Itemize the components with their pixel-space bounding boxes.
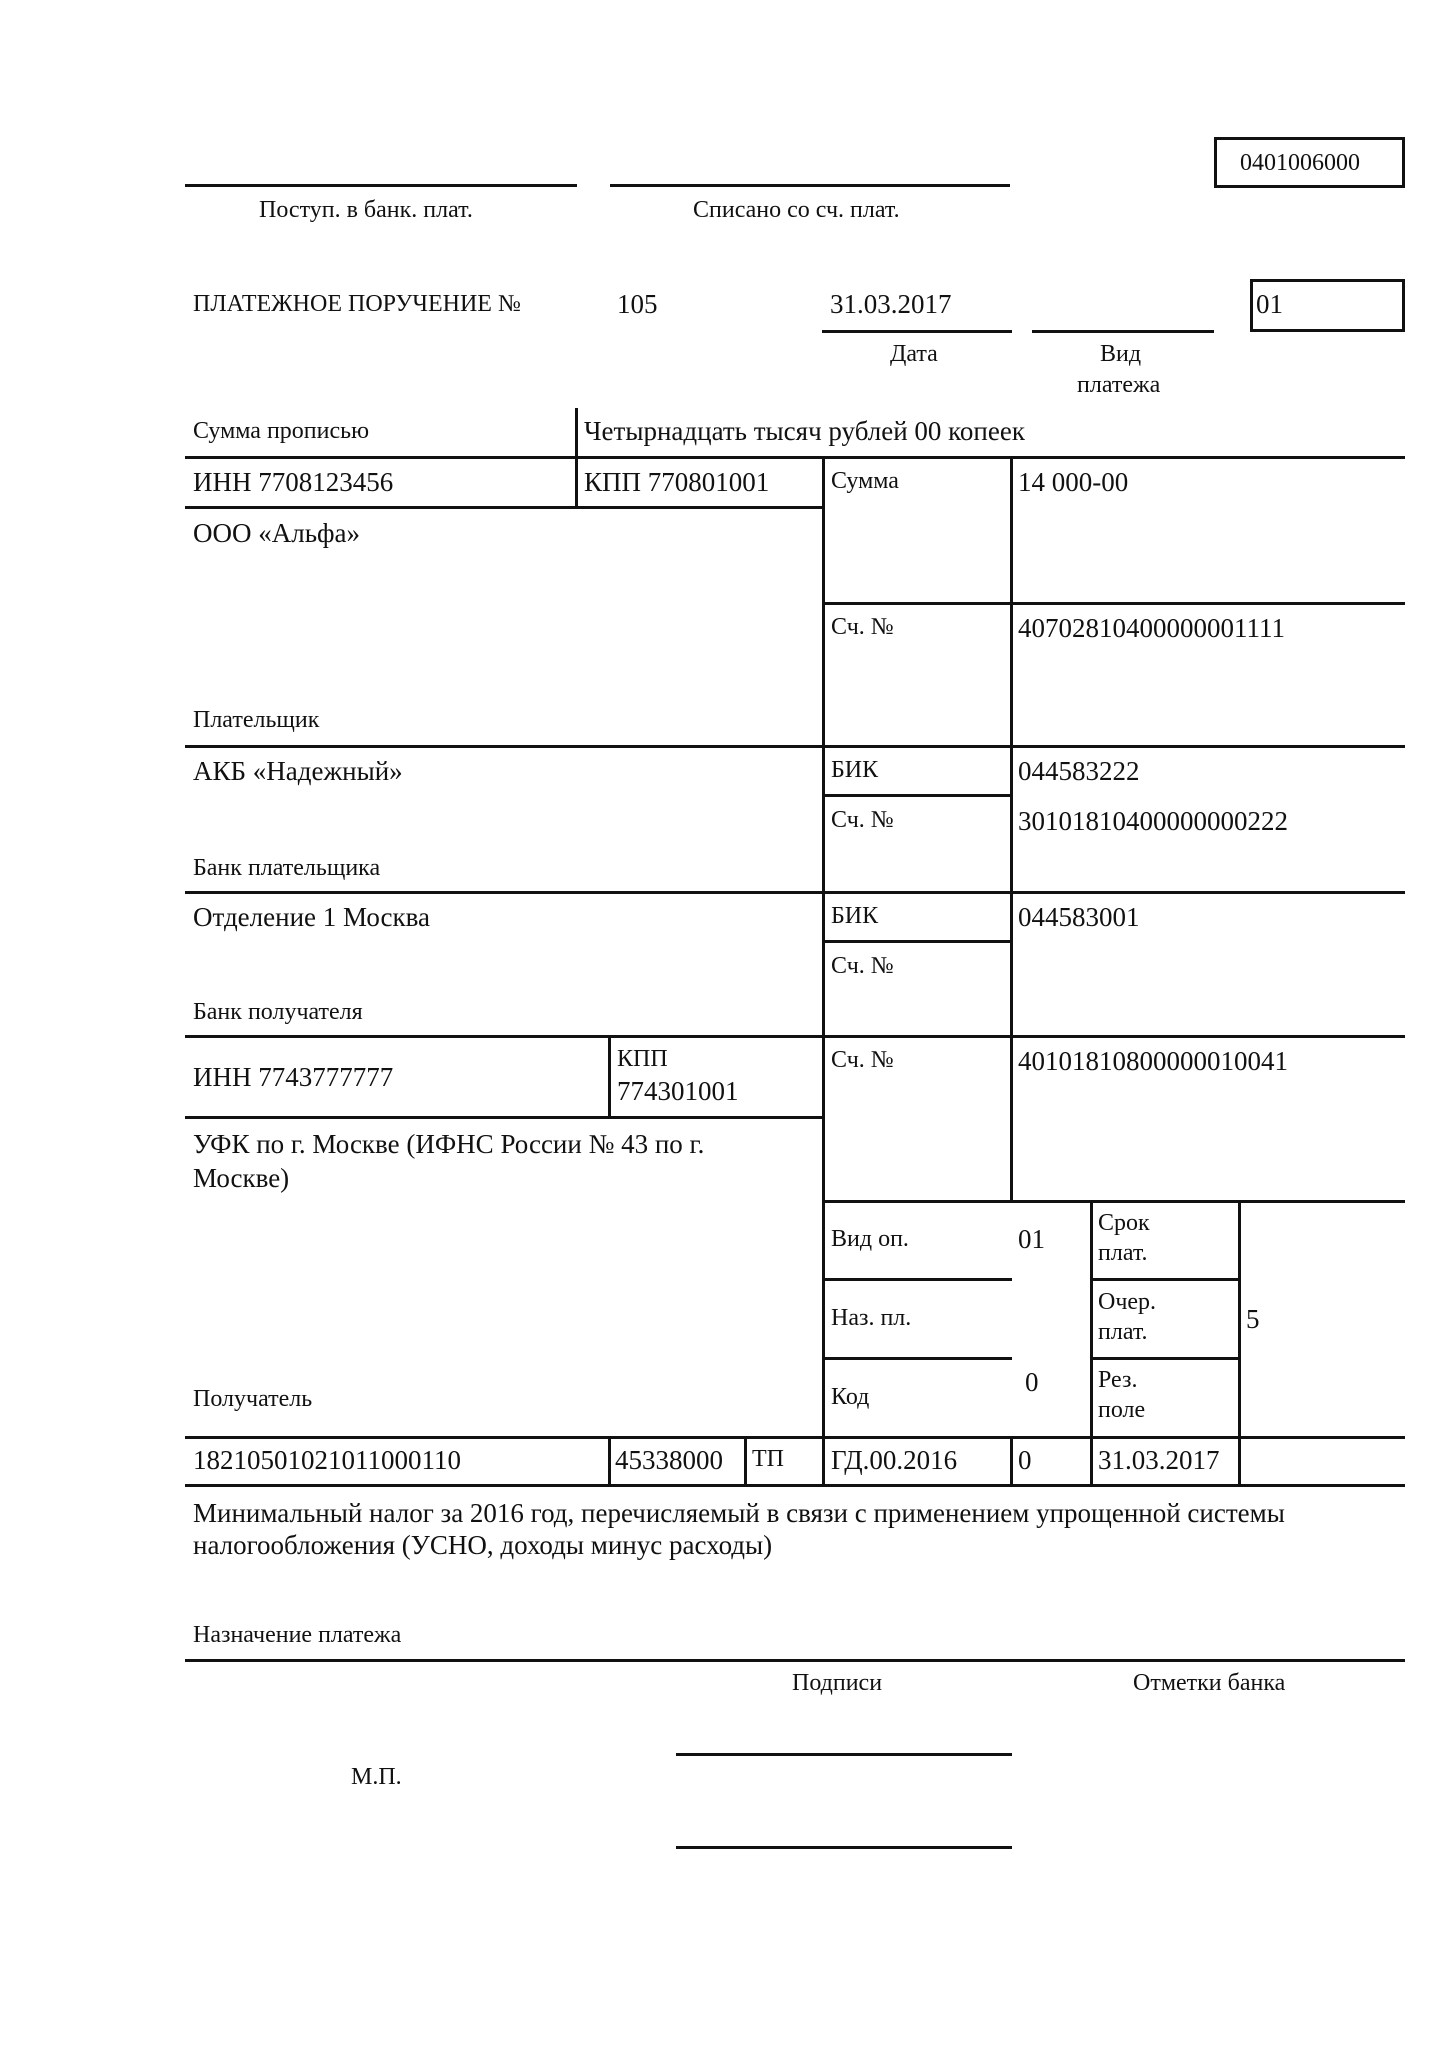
main-divider-right xyxy=(1010,458,1013,1200)
payment-type-label-1: Вид xyxy=(1100,341,1142,367)
document-title: ПЛАТЕЖНОЕ ПОРУЧЕНИЕ № xyxy=(193,291,521,317)
payer-bank-account: 30101810400000000222 xyxy=(1018,806,1288,836)
details-divider-b xyxy=(1238,1200,1241,1484)
priority-label-2: плат. xyxy=(1098,1319,1148,1345)
priority-label-1: Очер. xyxy=(1098,1289,1157,1315)
doc-number: 0 xyxy=(1018,1445,1032,1475)
payer-inn: ИНН 7708123456 xyxy=(193,467,394,497)
payer-bank-bik-label: БИК xyxy=(831,757,879,783)
payer-bank-bik: 044583222 xyxy=(1018,756,1140,786)
code-label: Код xyxy=(831,1384,870,1410)
payer-inn-line xyxy=(185,506,822,509)
deadline-label-1: Срок xyxy=(1098,1210,1150,1236)
reserve-label-2: поле xyxy=(1098,1397,1146,1423)
recipient-bank-bik: 044583001 xyxy=(1018,902,1140,932)
payment-type-line xyxy=(1032,330,1214,333)
payer-bank-bik-line xyxy=(822,794,1012,797)
oktmo: 45338000 xyxy=(615,1445,723,1475)
payer-account-label: Сч. № xyxy=(831,614,894,640)
main-divider-left xyxy=(822,458,825,1484)
payer-bank-name: АКБ «Надежный» xyxy=(193,756,403,786)
payer-bank-bottom-line xyxy=(185,891,1405,894)
sum-label: Сумма xyxy=(831,468,899,494)
recipient-kpp: 774301001 xyxy=(617,1076,739,1106)
purpose-bottom-line xyxy=(185,1659,1405,1662)
recipient-bank-bik-label: БИК xyxy=(831,903,879,929)
tax-divider-2 xyxy=(744,1436,747,1484)
op-type-label: Вид оп. xyxy=(831,1226,909,1252)
doc-date: 31.03.2017 xyxy=(1098,1445,1220,1475)
payer-account: 40702810400000001111 xyxy=(1018,613,1285,643)
sum-value: 14 000-00 xyxy=(1018,467,1129,497)
recipient-bank-account-label: Сч. № xyxy=(831,953,894,979)
recipient-inn-line xyxy=(185,1116,822,1119)
recipient-bank-name: Отделение 1 Москва xyxy=(193,902,430,932)
date-label: Дата xyxy=(890,341,938,367)
document-date: 31.03.2017 xyxy=(830,289,952,319)
kbk: 18210501021011000110 xyxy=(193,1445,461,1475)
written-off-line xyxy=(610,184,1010,187)
tax-divider-right xyxy=(1010,1436,1013,1484)
payer-bank-label: Банк плательщика xyxy=(193,855,381,881)
tax-period: ГД.00.2016 xyxy=(831,1445,958,1475)
payer-kpp-divider xyxy=(575,458,578,508)
recipient-bank-label: Банк получателя xyxy=(193,999,363,1025)
details-line-2b xyxy=(1090,1357,1240,1360)
payer-bottom-line xyxy=(185,745,1405,748)
payer-bank-account-label: Сч. № xyxy=(831,807,894,833)
recipient-account-label: Сч. № xyxy=(831,1047,894,1073)
tax-row-top-line xyxy=(185,1436,1405,1439)
recipient-bank-bottom-line xyxy=(185,1035,1405,1038)
tax-row-bottom-line xyxy=(185,1484,1405,1487)
signatures-label: Подписи xyxy=(792,1670,883,1696)
received-line xyxy=(185,184,577,187)
details-line-1b xyxy=(1090,1278,1240,1281)
written-off-label: Списано со сч. плат. xyxy=(693,197,900,223)
recipient-label: Получатель xyxy=(193,1386,313,1412)
bank-marks-label: Отметки банка xyxy=(1133,1670,1286,1696)
purpose-text: Минимальный налог за 2016 год, перечисляемый в связи с применением упрощенной системы налогообложения (УСНО, доходы минус расходы) xyxy=(193,1498,1285,1561)
priority: 5 xyxy=(1246,1304,1260,1334)
tax-divider-1 xyxy=(608,1436,611,1484)
details-divider-a xyxy=(1090,1200,1093,1484)
payment-type-label-2: платежа xyxy=(1077,372,1161,398)
recipient-name: УФК по г. Москве (ИФНС России № 43 по г. Москве) xyxy=(193,1129,705,1193)
reserve-label-1: Рез. xyxy=(1098,1367,1138,1393)
payer-label: Плательщик xyxy=(193,707,320,733)
recipient-kpp-label: КПП xyxy=(617,1046,668,1072)
sum-line xyxy=(822,602,1405,605)
payer-name: ООО «Альфа» xyxy=(193,518,361,548)
form-code: 0401006000 xyxy=(1240,150,1360,176)
stamp-label: М.П. xyxy=(351,1764,402,1790)
status-code: 01 xyxy=(1256,289,1283,319)
details-top-line xyxy=(822,1200,1405,1203)
payer-kpp: КПП 770801001 xyxy=(584,467,770,497)
details-line-2 xyxy=(822,1357,1012,1360)
amount-words-value: Четырнадцать тысяч рублей 00 копеек xyxy=(584,416,1025,446)
amount-words-label: Сумма прописью xyxy=(193,418,370,444)
purpose-label: Назначение платежа xyxy=(193,1622,402,1648)
row-line-1 xyxy=(185,456,1405,459)
purpose-code-label: Наз. пл. xyxy=(831,1305,912,1331)
document-number: 105 xyxy=(617,289,658,319)
received-label: Поступ. в банк. плат. xyxy=(259,197,473,223)
recipient-account: 40101810800000010041 xyxy=(1018,1046,1288,1076)
recipient-inn: ИНН 7743777777 xyxy=(193,1062,394,1092)
signature-line-2 xyxy=(676,1846,1012,1849)
payment-basis: ТП xyxy=(752,1446,784,1472)
recipient-kpp-divider xyxy=(608,1037,611,1117)
op-type: 01 xyxy=(1018,1224,1045,1254)
details-line-1 xyxy=(822,1278,1012,1281)
deadline-label-2: плат. xyxy=(1098,1240,1148,1266)
signature-line-1 xyxy=(676,1753,1012,1756)
date-line xyxy=(822,330,1012,333)
recipient-bank-bik-line xyxy=(822,940,1012,943)
code-value: 0 xyxy=(1025,1367,1039,1397)
words-divider xyxy=(575,408,578,458)
